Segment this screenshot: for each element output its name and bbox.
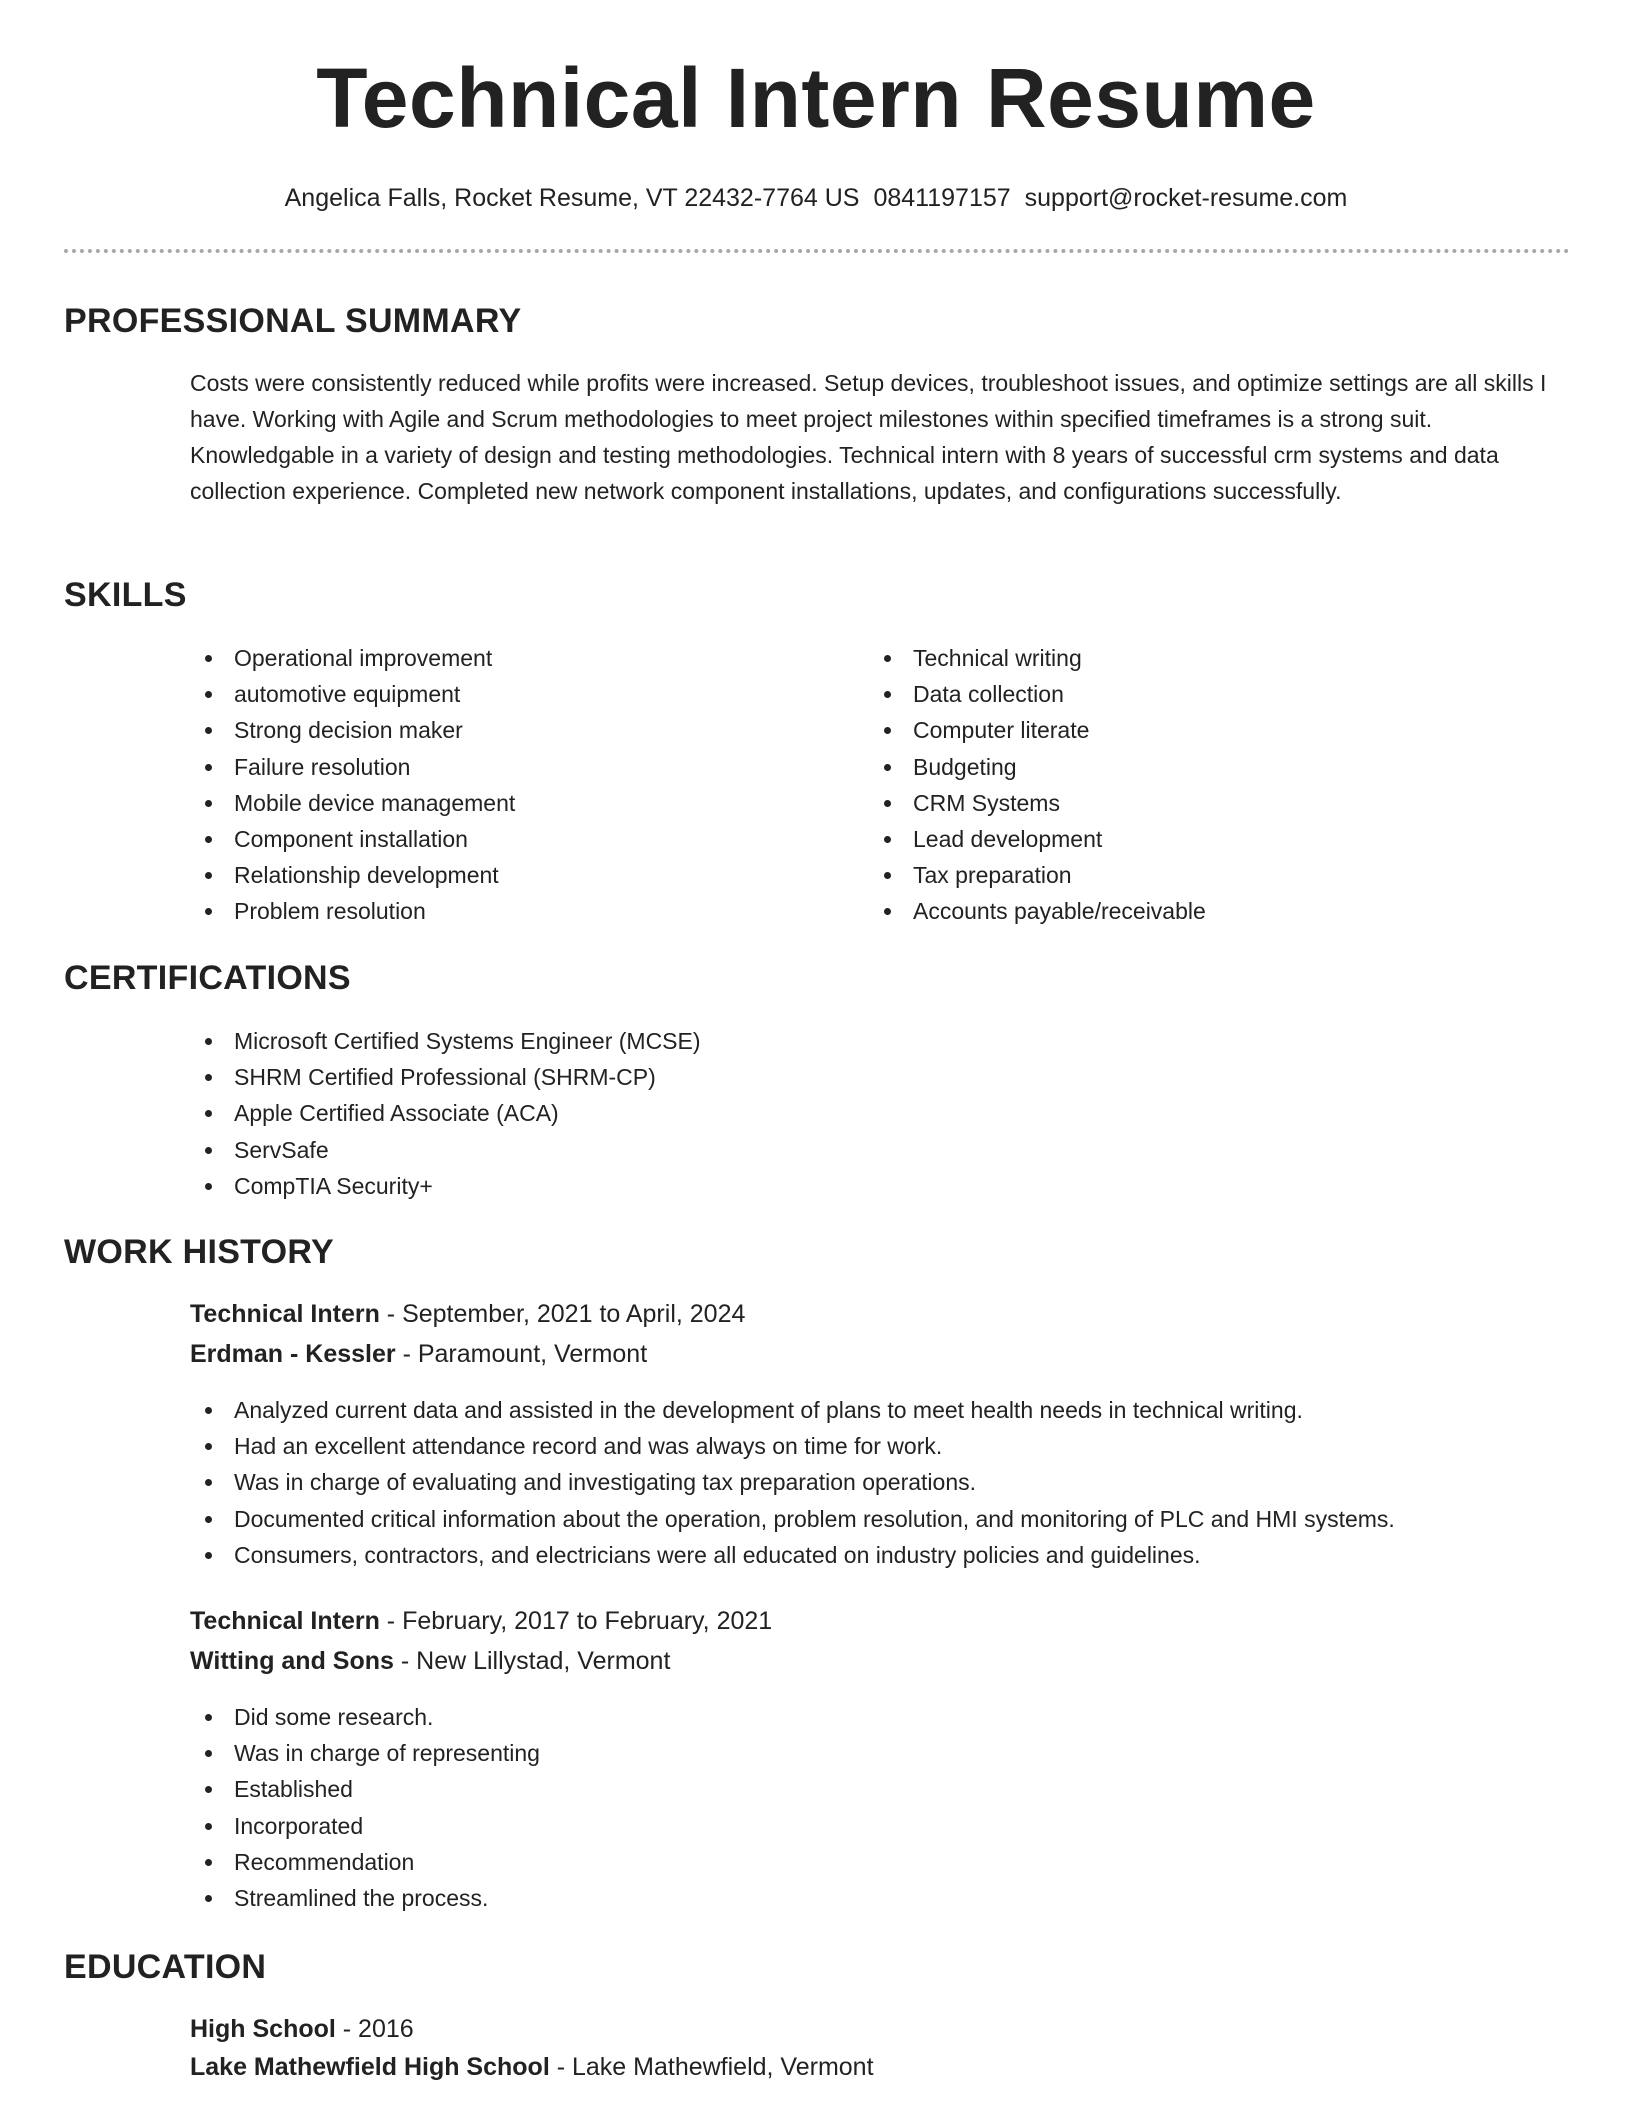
resume-title: Technical Intern Resume xyxy=(316,51,1316,145)
contact-line xyxy=(0,182,1632,214)
job-company-line xyxy=(190,1338,647,1370)
job-title: Technical Intern xyxy=(190,1300,380,1328)
skills-list-right xyxy=(869,640,1206,930)
skill-item: Lead development xyxy=(869,821,1206,857)
job-title: Technical Intern xyxy=(190,1607,380,1635)
job-bullet: Consumers, contractors, and electricians were all educated on industry policies and guidelines. xyxy=(190,1537,1395,1573)
job-bullet: Recommendation xyxy=(190,1844,540,1880)
skill-item: Computer literate xyxy=(869,712,1206,748)
certification-item: Microsoft Certified Systems Engineer (MCSE) xyxy=(190,1023,701,1059)
certifications-list xyxy=(190,1023,701,1204)
education-school-line xyxy=(190,2051,874,2083)
education-year: - 2016 xyxy=(335,2015,414,2043)
summary-heading: PROFESSIONAL SUMMARY xyxy=(64,302,522,340)
job-bullet: Streamlined the process. xyxy=(190,1880,540,1916)
skills-list-left xyxy=(190,640,515,930)
education-heading: EDUCATION xyxy=(64,1948,267,1986)
job-bullet: Did some research. xyxy=(190,1699,540,1735)
job-bullet: Analyzed current data and assisted in the development of plans to meet health needs in technical writing. xyxy=(190,1392,1395,1428)
skill-item: automotive equipment xyxy=(190,676,515,712)
skill-item: Operational improvement xyxy=(190,640,515,676)
education-degree-line xyxy=(190,2013,414,2045)
job-bullet: Was in charge of evaluating and investigating tax preparation operations. xyxy=(190,1464,1395,1500)
job-company: Erdman - Kessler xyxy=(190,1340,396,1368)
job-bullet: Was in charge of representing xyxy=(190,1735,540,1771)
job-bullet: Documented critical information about the operation, problem resolution, and monitoring of PLC and HMI systems. xyxy=(190,1501,1395,1537)
skill-item: Strong decision maker xyxy=(190,712,515,748)
education-location: - Lake Mathewfield, Vermont xyxy=(549,2053,874,2081)
skill-item: Accounts payable/receivable xyxy=(869,893,1206,929)
skill-item: Mobile device management xyxy=(190,785,515,821)
certifications-heading: CERTIFICATIONS xyxy=(64,959,351,997)
contact-address: Angelica Falls, Rocket Resume, VT 22432-7764 US xyxy=(284,184,860,212)
work-history-heading: WORK HISTORY xyxy=(64,1233,334,1271)
job-bullets xyxy=(190,1392,1395,1573)
job-dates: - September, 2021 to April, 2024 xyxy=(379,1300,746,1328)
job-bullet: Established xyxy=(190,1771,540,1807)
job-bullet: Had an excellent attendance record and was always on time for work. xyxy=(190,1428,1395,1464)
job-dates: - February, 2017 to February, 2021 xyxy=(379,1607,773,1635)
summary-text: Costs were consistently reduced while profits were increased. Setup devices, troubleshoot issues, and optimize settings are all skills I have. Working with Agile and Scrum methodologies to meet project milestones within specified timeframes is a strong suit. Knowledgable in a variety of design and testing methodologies. Technical intern with 8 years of successful crm systems and data collection experience. Completed new network component installations, updates, and configurations successfully. xyxy=(190,370,1547,504)
skill-item: Failure resolution xyxy=(190,749,515,785)
certification-item: ServSafe xyxy=(190,1132,701,1168)
job-company-line xyxy=(190,1645,670,1677)
education-school: Lake Mathewfield High School xyxy=(190,2053,550,2081)
job-title-line xyxy=(190,1298,745,1330)
skill-item: Data collection xyxy=(869,676,1206,712)
skill-item: Technical writing xyxy=(869,640,1206,676)
skill-item: Problem resolution xyxy=(190,893,515,929)
job-title-line xyxy=(190,1605,772,1637)
skill-item: Budgeting xyxy=(869,749,1206,785)
education-degree: High School xyxy=(190,2015,336,2043)
contact-email[interactable]: support@rocket-resume.com xyxy=(1024,184,1348,212)
job-location: - Paramount, Vermont xyxy=(395,1340,648,1368)
header-divider xyxy=(64,249,1570,253)
certification-item: SHRM Certified Professional (SHRM-CP) xyxy=(190,1059,701,1095)
job-company: Witting and Sons xyxy=(190,1647,394,1675)
skill-item: Tax preparation xyxy=(869,857,1206,893)
contact-phone: 0841197157 xyxy=(873,184,1011,212)
skill-item: Relationship development xyxy=(190,857,515,893)
certification-item: Apple Certified Associate (ACA) xyxy=(190,1095,701,1131)
job-bullet: Incorporated xyxy=(190,1808,540,1844)
job-location: - New Lillystad, Vermont xyxy=(393,1647,671,1675)
certification-item: CompTIA Security+ xyxy=(190,1168,701,1204)
skill-item: CRM Systems xyxy=(869,785,1206,821)
skill-item: Component installation xyxy=(190,821,515,857)
job-bullets xyxy=(190,1699,540,1916)
skills-heading: SKILLS xyxy=(64,576,187,614)
